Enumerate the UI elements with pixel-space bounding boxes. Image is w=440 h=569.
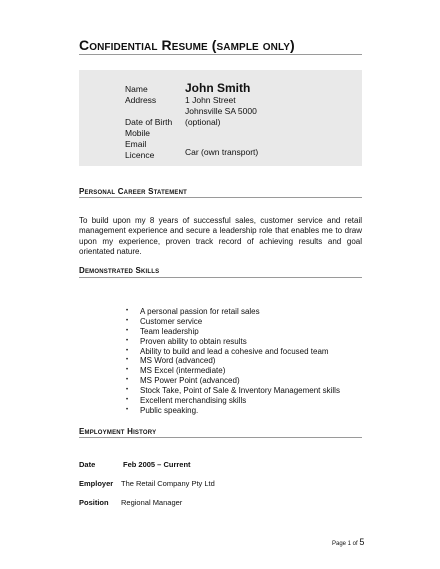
position-value: Regional Manager	[121, 498, 183, 507]
position-label: Position	[79, 498, 109, 507]
list-item	[126, 337, 340, 347]
bullet-icon: •	[126, 337, 129, 344]
name-label: Name	[125, 84, 148, 94]
date-value: Feb 2005 – Current	[123, 460, 191, 469]
dob-value: (optional)	[185, 117, 221, 127]
list-item	[126, 366, 340, 376]
skill-text: Customer service	[140, 316, 203, 326]
dob-label: Date of Birth	[125, 117, 173, 127]
career-statement: To build upon my 8 years of successful sales, customer service and retail management experience and secure a leadership role that enables me to draw upon my experience, proven track record of achieving results and goal orientated nature.	[79, 216, 362, 256]
bullet-icon: •	[126, 367, 129, 374]
skill-text: MS Word (advanced)	[140, 356, 216, 366]
list-item	[126, 327, 340, 337]
skill-text: Excellent merchandising skills	[140, 396, 247, 406]
employer-label: Employer	[79, 479, 114, 488]
bullet-icon: •	[126, 308, 129, 314]
career-rule	[79, 197, 362, 198]
list-item	[126, 317, 340, 327]
email-label: Email	[125, 139, 147, 149]
address-label: Address	[125, 95, 157, 105]
skill-text: Public speaking.	[140, 405, 199, 415]
address-line-2: Johnsville SA 5000	[185, 106, 257, 116]
bullet-icon: •	[126, 377, 129, 384]
list-item	[126, 356, 340, 366]
skill-text: Ability to build and lead a cohesive and focused team	[140, 346, 329, 356]
bullet-icon: •	[126, 327, 129, 334]
page-total: 5	[359, 537, 365, 547]
employment-heading: Employment History	[79, 427, 157, 436]
career-heading: Personal Career Statement	[79, 187, 188, 196]
licence-value: Car (own transport)	[185, 147, 259, 157]
page-title: Confidential Resume (sample only)	[79, 37, 295, 53]
list-item	[126, 347, 340, 357]
mobile-label: Mobile	[125, 128, 151, 138]
page-number-prefix: Page 1 of	[332, 541, 360, 547]
skill-text: A personal passion for retail sales	[140, 307, 260, 316]
skill-text: Stock Take, Point of Sale & Inventory Management skills	[140, 386, 340, 396]
title-rule	[79, 54, 362, 55]
date-label: Date	[79, 460, 96, 469]
employment-rule	[79, 437, 362, 438]
address-line-1: 1 John Street	[185, 95, 236, 105]
bullet-icon: •	[126, 317, 129, 324]
list-item	[126, 376, 340, 386]
skills-rule	[79, 277, 362, 278]
skill-text: MS Power Point (advanced)	[140, 376, 240, 386]
list-item	[126, 396, 340, 406]
bullet-icon: •	[126, 347, 129, 354]
bullet-icon: •	[126, 397, 129, 404]
skills-heading: Demonstrated Skills	[79, 266, 160, 275]
skill-text: Team leadership	[140, 326, 199, 336]
list-item	[126, 406, 340, 416]
skill-text: Proven ability to obtain results	[140, 336, 247, 346]
bullet-icon: •	[126, 387, 129, 394]
skill-text: MS Excel (intermediate)	[140, 366, 226, 376]
employer-value: The Retail Company Pty Ltd	[121, 479, 215, 488]
page-number	[332, 537, 364, 547]
list-item	[126, 386, 340, 396]
bullet-icon: •	[126, 406, 129, 413]
licence-label: Licence	[125, 150, 155, 160]
skills-list	[126, 307, 340, 416]
name-value: John Smith	[185, 81, 251, 95]
list-item	[126, 307, 340, 317]
bullet-icon: •	[126, 357, 129, 364]
